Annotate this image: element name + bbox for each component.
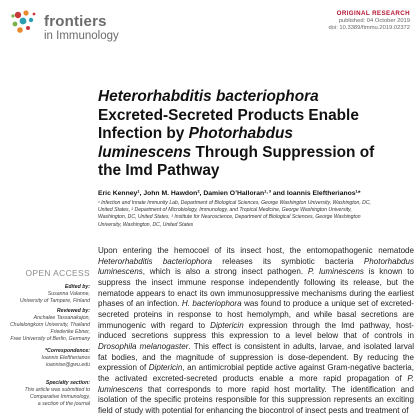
title-line-3b: Photorhabdus [188, 125, 293, 142]
abstract [98, 246, 414, 417]
reviewed-by-label: Reviewed by: [56, 308, 90, 314]
specialty-line: a section of the journal [37, 400, 90, 407]
logo-text [44, 14, 119, 43]
specialty-label: Specialty section: [45, 380, 90, 386]
affiliation-line: University, Washington, DC, United States [98, 221, 194, 228]
reviewer-name[interactable]: Anchalee Tassanakajon, [33, 314, 90, 321]
published-date: published: 04 October 2019 [338, 17, 410, 24]
correspondent-email[interactable]: ioannise@gwu.edu [45, 361, 90, 368]
open-access-label: OPEN ACCESS [25, 268, 90, 278]
edited-by [0, 284, 90, 305]
reviewer-affiliation: Free University of Berlin, Germany [10, 335, 90, 342]
article-type: ORIGINAL RESEARCH [336, 10, 410, 17]
title-line-4b: Through Suppression of [191, 143, 375, 161]
frontiers-logo-icon [9, 8, 39, 38]
edited-by-label: Edited by: [64, 284, 90, 290]
specialty-line: This article was submitted to [24, 386, 90, 393]
author-list[interactable]: Eric Kenney¹, John M. Hawdon², Damien O’Halloran¹·³ and Ioannis Eleftherianos¹* [98, 190, 361, 197]
correspondence [0, 348, 90, 369]
title-line-1: Heterorhabditis bacteriophora [98, 88, 319, 105]
specialty-section [0, 380, 90, 408]
affiliations [98, 200, 416, 229]
specialty-line: Comparative Immunology, [29, 393, 90, 400]
title-line-3a: Infection by [98, 125, 189, 142]
title-line-2: Excreted-Secreted Products Enable [98, 106, 359, 124]
reviewer-name[interactable]: Friederike Ebner, [50, 328, 90, 335]
editor-affiliation: University of Tampere, Finland [19, 297, 90, 304]
logo-line-2: in Immunology [44, 30, 119, 42]
article-meta [328, 10, 410, 33]
reviewer-affiliation: Chulalongkorn University, Thailand [9, 321, 90, 328]
correspondent-name: Ioannis Eleftherianos [41, 354, 90, 361]
title-line-5: the Imd Pathway [98, 162, 220, 179]
title-line-4a: luminescens [98, 143, 192, 161]
article-title [98, 88, 418, 181]
affiliation-line: Washington, DC, United States, ³ Institute for Neuroscience, Department of Biological Sciences, George Washington [98, 214, 361, 221]
affiliation-line: ¹ Infection and Innate Immunity Lab, Department of Biological Sciences, George Washington University, Washington, DC, [98, 200, 371, 206]
affiliation-line: United States, ² Department of Microbiology, Immunology, and Tropical Medicine, George Washington University, [98, 207, 352, 214]
frontiers-logo[interactable] [9, 6, 149, 40]
logo-line-1: frontiers [44, 13, 107, 30]
editor-name[interactable]: Susanna Valanne, [47, 290, 90, 297]
abstract-paragraph: Upon entering the hemocoel of its insect host, the entomopathogenic nematode Heterorhabditis bacteriophora releases its symbiotic bacteria Photorhabdus luminescens, which is also a strong insect pathogen. P. luminescens is known to suppress the insect immune response independently following its release, but the nematode appears to enact its own immunosuppressive mechanisms during the earliest phases of an infection. H. bacteriophora was found to produce a unique set of excreted-secreted proteins in response to host hemolymph, and while basal secretions are immunogenic with regard to Diptericin expression through the Imd pathway, host-induced secretions suppress this expression to a level below that of controls in Drosophila melanogaster. This effect is consistent in adults, larvae, and isolated larval fat bodies, and the magnitude of suppression is dose-dependent. By reducing the expression of Diptericin, an antimicrobial peptide active against Gram-negative bacteria, the activated excreted-secreted products enable a more rapid propagation of P. luminescens that corresponds to more rapid host mortality. The identification and isolation of the specific proteins responsible for this suppression represents an exciting field of study with potential for enhancing the biocontrol of insect pests and treatment of [98, 246, 414, 415]
reviewed-by [0, 308, 90, 343]
correspondence-label: *Correspondence: [45, 348, 90, 354]
doi-link[interactable]: doi: 10.3389/fimmu.2019.02372 [328, 25, 410, 32]
